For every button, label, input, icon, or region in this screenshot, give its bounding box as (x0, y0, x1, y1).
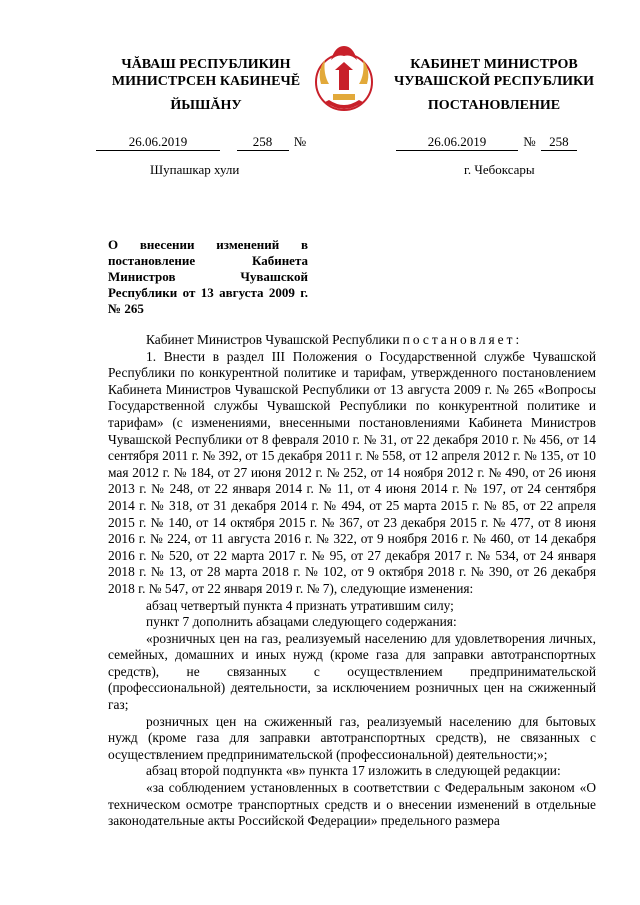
chuvash-emblem-icon (311, 40, 377, 120)
ministry-name-russian-line2: ЧУВАШСКОЙ РЕСПУБЛИКИ (393, 74, 595, 89)
place-chuvash: Шупашкар хули (150, 162, 240, 177)
ministry-name-chuvash-line1: ЧĂВАШ РЕСПУБЛИКИН (121, 57, 291, 72)
number-field-russian: 258 (541, 134, 577, 151)
number-line-russian (396, 134, 577, 150)
number-field-chuvash: 258 (237, 134, 289, 151)
paragraph-7: «за соблюдением установленных в соответствии с Федеральным законом «О техническом осмотре транспортных средств и о внесении изменений в отдельные законодательные акты Российской Федерации» предельного размера (108, 780, 596, 829)
place-russian: г. Чебоксары (464, 162, 535, 177)
document-type-russian: ПОСТАНОВЛЕНИЕ (427, 98, 561, 113)
ministry-name-chuvash-line2: МИНИСТРСЕН КАБИНЕЧĔ (111, 74, 301, 89)
document-body (108, 332, 596, 830)
paragraph-1: 1. Внести в раздел III Положения о Государственной службе Чувашской Республики по конкурентной политике и тарифам, утвержденного постановлением Кабинета Министров Чувашской Республики от 13 августа 2009 г. № 265 «Вопросы Государственной службы Чувашской Республики по конкурентной политике и тарифам» (с изменениями, внесенными постановлениями Кабинета Министров Чувашской Республики от 8 февраля 2010 г. № 31, от 22 декабря 2010 г. № 456, от 14 сентября 2011 г. № 392, от 15 декабря 2011 г. № 558, от 12 апреля 2012 г. № 135, от 10 мая 2012 г. № 184, от 27 июня 2012 г. № 252, от 14 ноября 2012 г. № 490, от 26 июня 2013 г. № 248, от 22 января 2014 г. № 11, от 4 июня 2014 г. № 197, от 24 сентября 2014 г. № 318, от 31 декабря 2014 г. № 494, от 25 марта 2015 г. № 85, от 22 апреля 2015 г. № 140, от 14 октября 2015 г. № 367, от 23 декабря 2015 г. № 477, от 8 июня 2016 г. № 224, от 11 августа 2016 г. № 322, от 9 ноября 2016 г. № 460, от 14 декабря 2016 г. № 520, от 22 марта 2017 г. № 95, от 27 декабря 2017 г. № 534, от 24 января 2018 г. № 13, от 28 марта 2018 г. № 102, от 9 октября 2018 г. № 390, от 26 декабря 2018 г. № 547, от 22 января 2019 г. № 7), следующие изменения: (108, 348, 597, 596)
intro-verb: постановляет: (402, 332, 523, 347)
document-subject: О внесении изменений в постановление Кабинета Министров Чувашской Республики от 13 августа 2009 г. № 265 (108, 237, 308, 316)
ministry-name-russian (382, 56, 606, 90)
paragraph-3: пункт 7 дополнить абзацами следующего содержания: (146, 614, 457, 630)
date-field-chuvash: 26.06.2019 (96, 134, 220, 151)
intro-text: Кабинет Министров Чувашской Республики (146, 332, 400, 347)
paragraph-5: розничных цен на сжиженный газ, реализуемый населению для бытовых нужд (кроме газа для заправки автотранспортных средств), не связанных с осуществлением предпринимательской (профессиональной) деятельности;»; (108, 713, 596, 762)
paragraph-6: абзац второй подпункта «в» пункта 17 изложить в следующей редакции: (146, 763, 561, 779)
paragraph-2: абзац четвертый пункта 4 признать утратившим силу; (146, 597, 454, 613)
document-type-chuvash: ЙЫШĂНУ (170, 98, 242, 113)
number-line-chuvash (96, 134, 308, 150)
number-sign-russian: № (523, 134, 536, 149)
ministry-name-russian-line1: КАБИНЕТ МИНИСТРОВ (410, 57, 578, 72)
paragraph-4: «розничных цен на газ, реализуемый населению для удовлетворения личных, семейных, домашних и иных нужд (кроме газа для заправки автотранспортных средств), не связанных с осуществлением предпринимательской (профессиональной) деятельности, за исключением розничных цен на сжиженный газ; (108, 630, 596, 713)
ministry-name-chuvash (104, 56, 308, 90)
date-field-russian: 26.06.2019 (396, 134, 518, 151)
intro-paragraph (108, 332, 596, 349)
number-sign-chuvash: № (293, 134, 307, 149)
